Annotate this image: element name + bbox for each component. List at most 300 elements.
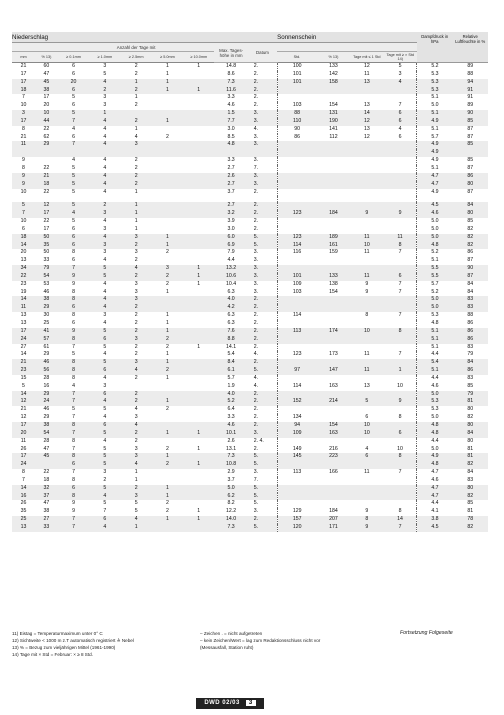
table-cell: 5 xyxy=(72,188,75,195)
table-cell: 2 xyxy=(152,273,183,281)
table-cell: 3 xyxy=(121,234,152,242)
table-cell: 171 xyxy=(317,524,350,532)
table-cell xyxy=(183,477,214,485)
table-cell xyxy=(152,422,183,430)
table-cell: 2 xyxy=(152,461,183,469)
table-cell: 2 xyxy=(134,63,138,69)
table-cell: 4 xyxy=(103,351,107,358)
table-cell: 13.2 xyxy=(214,265,247,273)
table-cell xyxy=(277,141,317,149)
table-row xyxy=(12,94,488,102)
table-cell: 4 xyxy=(121,422,152,430)
table-cell: 21 xyxy=(35,173,58,181)
table-cell: 7.3 xyxy=(214,79,247,87)
table-cell: 7 xyxy=(398,102,402,109)
table-cell: 4 xyxy=(89,493,120,501)
table-cell: 21 xyxy=(12,359,35,367)
table-cell: 87 xyxy=(467,133,474,140)
table-cell: 4. xyxy=(253,374,259,381)
table-cell: 2. xyxy=(253,94,259,101)
table-cell: 2. 4. xyxy=(253,437,264,444)
table-cell xyxy=(384,202,417,210)
table-cell xyxy=(277,202,317,210)
table-cell: 2. xyxy=(248,202,277,210)
table-cell xyxy=(35,461,58,469)
table-cell: 2 xyxy=(166,133,169,140)
table-cell xyxy=(277,296,317,304)
table-cell: 6.2 xyxy=(214,493,247,501)
table-cell: 90 xyxy=(277,126,317,134)
table-cell: 138 xyxy=(329,280,338,287)
table-cell xyxy=(317,336,350,344)
table-cell: 3. xyxy=(253,469,259,476)
table-cell: 8 xyxy=(72,312,75,319)
table-cell: 7.9 xyxy=(227,249,235,256)
table-cell: 214 xyxy=(317,398,350,406)
table-cell: 1 xyxy=(183,461,214,469)
table-row xyxy=(12,126,488,134)
table-cell: 5 xyxy=(89,273,120,281)
table-cell: 6.9 xyxy=(214,242,247,250)
table-cell xyxy=(317,87,350,95)
table-cell: 149 xyxy=(277,446,317,454)
table-cell xyxy=(183,94,214,102)
table-cell: 16 xyxy=(43,382,50,389)
table-cell xyxy=(183,110,214,118)
table-cell: 29 xyxy=(43,414,50,421)
table-cell: 7 xyxy=(58,118,89,126)
table-cell xyxy=(277,336,317,344)
table-row xyxy=(12,485,488,493)
table-cell: 1 xyxy=(197,445,201,452)
table-cell: 3. xyxy=(253,133,259,140)
table-cell: 22 xyxy=(43,469,50,476)
table-cell: 12 xyxy=(363,133,370,140)
table-cell: 7 xyxy=(58,391,89,399)
table-cell xyxy=(277,265,317,273)
table-cell: 161 xyxy=(317,242,350,250)
table-cell xyxy=(317,189,350,197)
table-cell: 5 xyxy=(72,164,75,171)
table-cell: 2 xyxy=(121,485,152,493)
table-cell xyxy=(384,304,417,312)
table-cell xyxy=(183,102,214,110)
table-cell xyxy=(277,344,317,352)
table-cell: 2. xyxy=(248,398,277,406)
table-cell: 11 xyxy=(364,469,370,476)
table-cell: 1 xyxy=(183,273,214,281)
table-cell: 82 xyxy=(452,493,488,501)
table-cell: 10.4 xyxy=(226,280,237,287)
table-cell: 166 xyxy=(329,469,338,476)
page-tag xyxy=(196,698,264,709)
table-cell: 8.6 xyxy=(227,70,235,77)
table-cell: 4.7 xyxy=(417,485,452,493)
table-row xyxy=(12,118,488,126)
table-cell: 87 xyxy=(467,188,474,195)
table-cell: 4.4 xyxy=(417,438,452,446)
table-cell xyxy=(350,181,383,189)
table-cell: 154 xyxy=(317,422,350,430)
table-cell: 10.6 xyxy=(214,273,247,281)
table-cell xyxy=(214,149,247,157)
table-cell xyxy=(350,87,383,95)
table-cell: 87 xyxy=(467,164,474,171)
table-cell: 5. xyxy=(253,500,259,507)
table-cell: 8 xyxy=(22,164,25,171)
table-cell: 13 xyxy=(363,382,370,389)
table-row xyxy=(12,234,488,242)
table-cell xyxy=(350,438,383,446)
table-cell xyxy=(183,453,214,461)
table-cell: 1 xyxy=(121,79,152,87)
table-cell: 7 xyxy=(22,476,25,483)
table-cell: 7 xyxy=(58,430,89,438)
table-cell: 5 xyxy=(12,202,35,210)
table-cell xyxy=(183,118,214,126)
table-cell: 5.1 xyxy=(417,344,452,352)
table-cell xyxy=(35,149,58,157)
table-cell: 34 xyxy=(12,265,35,273)
table-cell: 60 xyxy=(43,63,50,69)
table-cell: 14 xyxy=(12,391,35,399)
table-cell xyxy=(183,141,214,149)
table-cell: 1 xyxy=(183,430,214,438)
table-cell: 23 xyxy=(20,280,27,287)
table-cell: 5 xyxy=(72,94,75,101)
table-cell: 4 xyxy=(89,79,120,87)
table-cell xyxy=(183,249,214,257)
table-cell: 4.9 xyxy=(417,453,452,461)
table-cell: 82 xyxy=(452,242,488,250)
table-cell: 5 xyxy=(103,70,107,77)
table-cell: 2 xyxy=(134,351,138,358)
table-cell xyxy=(152,149,183,157)
table-row xyxy=(12,461,488,469)
table-cell: 2 xyxy=(134,157,138,164)
table-cell: 2. xyxy=(253,312,259,319)
table-cell xyxy=(317,493,350,501)
table-cell xyxy=(183,189,214,197)
table-cell: 8 xyxy=(58,336,89,344)
table-cell: 10 xyxy=(350,422,383,430)
table-cell: 17 xyxy=(12,118,35,126)
table-cell: 91 xyxy=(452,87,488,95)
table-row xyxy=(12,516,488,524)
table-cell: 8.4 xyxy=(214,359,247,367)
table-cell: 2. xyxy=(248,391,277,399)
table-row xyxy=(12,367,488,375)
table-cell: 120 xyxy=(277,524,317,532)
table-cell xyxy=(317,344,350,352)
table-cell: 80 xyxy=(467,437,474,444)
table-cell: 84 xyxy=(452,359,488,367)
symbol-note: – kein Zeichen/Wert = lag zum Redaktionsschluss nicht vor xyxy=(200,638,321,643)
table-cell: 84 xyxy=(467,280,474,287)
table-cell: 11 xyxy=(364,249,370,256)
table-cell: 2.6 xyxy=(227,437,235,444)
table-cell: 81 xyxy=(452,398,488,406)
table-cell xyxy=(384,493,417,501)
table-cell: 5.3 xyxy=(417,398,452,406)
table-cell: 87 xyxy=(452,273,488,281)
table-cell: 5.2 xyxy=(214,398,247,406)
table-cell: 4 xyxy=(103,164,107,171)
table-cell: 141 xyxy=(329,125,338,132)
table-cell: 6 xyxy=(58,87,89,95)
table-cell: 12 xyxy=(12,398,35,406)
table-cell: 85 xyxy=(452,141,488,149)
table-cell: 3 xyxy=(121,359,152,367)
table-cell xyxy=(317,226,350,234)
table-cell xyxy=(277,477,317,485)
table-cell xyxy=(152,296,183,304)
table-cell: 1 xyxy=(166,312,169,319)
table-cell xyxy=(384,359,417,367)
table-cell: 8 xyxy=(72,437,75,444)
table-cell: 189 xyxy=(317,234,350,242)
table-cell: 2 xyxy=(166,280,169,287)
table-cell: 24 xyxy=(35,398,58,406)
table-cell: 123 xyxy=(277,351,317,359)
table-cell: 2. xyxy=(253,343,259,350)
table-cell: 8 xyxy=(350,516,383,524)
table-cell xyxy=(183,320,214,328)
table-cell xyxy=(317,312,350,320)
table-cell: 7 xyxy=(384,524,417,532)
table-cell: 113 xyxy=(277,328,317,336)
table-cell xyxy=(183,524,214,532)
table-cell: 85 xyxy=(467,500,474,507)
table-cell: 5 xyxy=(58,181,89,189)
table-cell: 7 xyxy=(72,343,75,350)
table-cell: 9 xyxy=(22,157,25,164)
table-cell: 4 xyxy=(103,257,107,264)
table-cell: 1 xyxy=(134,225,138,232)
table-cell: 47 xyxy=(43,500,50,507)
table-cell: 2.6 xyxy=(214,173,247,181)
table-row xyxy=(12,173,488,181)
table-cell: 5 xyxy=(72,218,75,225)
table-cell xyxy=(350,173,383,181)
table-cell: 9 xyxy=(72,280,75,287)
table-cell: 78 xyxy=(452,516,488,524)
table-cell: 30 xyxy=(43,312,50,319)
table-cell: 6 xyxy=(72,133,75,140)
table-cell xyxy=(152,524,183,532)
table-cell: 8 xyxy=(365,312,369,319)
table-cell xyxy=(384,344,417,352)
table-cell: 24 xyxy=(12,336,35,344)
table-cell: 4.7 xyxy=(417,493,452,501)
table-cell: 4 xyxy=(89,173,120,181)
table-cell: 8 xyxy=(58,453,89,461)
table-row xyxy=(12,87,488,95)
table-cell: 14.8 xyxy=(226,63,237,69)
table-cell: 9 xyxy=(58,273,89,281)
table-cell: 44 xyxy=(35,118,58,126)
table-cell: 83 xyxy=(467,343,474,350)
table-cell xyxy=(183,485,214,493)
table-cell: 14 xyxy=(12,485,35,493)
table-cell: 8 xyxy=(58,359,89,367)
table-cell: 6 xyxy=(365,414,369,421)
table-cell: 6 xyxy=(89,516,120,524)
table-cell: 163 xyxy=(329,382,338,389)
table-cell: 1 xyxy=(197,63,201,69)
table-cell xyxy=(350,218,383,226)
table-cell: 3. xyxy=(248,265,277,273)
table-cell xyxy=(317,265,350,273)
table-cell: 81 xyxy=(452,453,488,461)
table-cell: 4 xyxy=(398,125,402,132)
table-cell: 5. xyxy=(248,234,277,242)
table-cell: 2. xyxy=(248,210,277,218)
table-cell xyxy=(277,500,317,508)
table-cell: 4.5 xyxy=(417,202,452,210)
table-cell: 4.7 xyxy=(417,173,452,181)
table-cell xyxy=(350,493,383,501)
table-cell: 123 xyxy=(277,234,317,242)
table-cell xyxy=(317,296,350,304)
table-cell: 3. xyxy=(253,508,259,515)
table-cell: 3. xyxy=(253,157,259,164)
table-cell xyxy=(350,336,383,344)
table-row xyxy=(12,181,488,189)
table-cell: 1 xyxy=(121,524,152,532)
table-cell: 3. xyxy=(248,118,277,126)
table-row xyxy=(12,344,488,352)
table-cell xyxy=(12,149,35,157)
table-cell xyxy=(183,210,214,218)
table-cell: 82 xyxy=(452,461,488,469)
table-cell: 13 xyxy=(363,125,370,132)
table-row xyxy=(12,304,488,312)
table-cell: 27 xyxy=(35,516,58,524)
table-cell: 173 xyxy=(329,351,338,358)
table-cell xyxy=(384,218,417,226)
table-cell: 8.2 xyxy=(227,500,235,507)
table-cell: 9 xyxy=(72,500,75,507)
table-cell xyxy=(183,181,214,189)
table-cell xyxy=(277,165,317,173)
table-cell xyxy=(183,126,214,134)
table-cell: 3. xyxy=(253,257,259,264)
table-cell xyxy=(183,202,214,210)
table-cell: 2 xyxy=(134,374,138,381)
page-number: 3 xyxy=(246,700,256,706)
table-cell: 4 xyxy=(58,210,89,218)
table-cell xyxy=(384,422,417,430)
table-cell: 5.1 xyxy=(417,257,452,265)
table-cell: 3 xyxy=(121,141,152,149)
table-cell xyxy=(384,141,417,149)
table-cell: 7.3 xyxy=(214,453,247,461)
table-cell: 2 xyxy=(166,406,169,413)
table-cell: 84 xyxy=(467,288,474,295)
table-row xyxy=(12,149,488,157)
table-cell: 4.8 xyxy=(417,430,452,438)
table-cell: 1 xyxy=(166,320,169,326)
table-cell xyxy=(317,320,350,328)
table-cell xyxy=(384,485,417,493)
col-header: Tage mit ≤ 1 Std xyxy=(350,52,383,63)
table-row xyxy=(12,391,488,399)
table-cell: 5.7 xyxy=(417,134,452,142)
table-cell: 6 xyxy=(72,70,75,77)
table-cell: 3.7 xyxy=(227,476,235,483)
table-cell: 14 xyxy=(384,516,417,524)
table-cell: 11 xyxy=(384,234,417,242)
table-cell xyxy=(384,181,417,189)
table-cell xyxy=(350,461,383,469)
table-cell: 5 xyxy=(72,406,75,413)
table-cell: 85 xyxy=(467,157,474,164)
table-cell: 3 xyxy=(121,453,152,461)
table-cell xyxy=(384,226,417,234)
table-cell xyxy=(183,149,214,157)
table-row xyxy=(12,296,488,304)
table-cell: 8.5 xyxy=(227,133,235,140)
table-cell xyxy=(277,157,317,165)
table-cell: 5. xyxy=(248,453,277,461)
climate-data-table xyxy=(12,32,488,532)
table-cell xyxy=(384,257,417,265)
table-row xyxy=(12,493,488,501)
table-cell: 2. xyxy=(253,188,259,195)
table-cell: 5 xyxy=(89,453,120,461)
table-cell: 5.0 xyxy=(417,226,452,234)
table-cell xyxy=(183,500,214,508)
table-cell: 3 xyxy=(152,265,183,273)
table-cell xyxy=(152,181,183,189)
table-cell: 5 xyxy=(58,110,89,118)
table-cell: 4.6 xyxy=(417,477,452,485)
table-cell xyxy=(317,485,350,493)
table-cell: 11 xyxy=(350,367,383,375)
table-cell: 6 xyxy=(89,367,120,375)
table-cell xyxy=(121,110,152,118)
table-cell: 8 xyxy=(72,249,75,256)
table-cell xyxy=(152,110,183,118)
table-cell xyxy=(317,375,350,383)
table-cell: 87 xyxy=(467,257,474,264)
table-cell: 22 xyxy=(43,218,50,225)
table-cell: 4 xyxy=(103,414,107,421)
table-cell: 2. xyxy=(248,359,277,367)
table-cell: 4 xyxy=(89,234,120,242)
table-cell xyxy=(277,189,317,197)
table-cell: 7 xyxy=(72,445,75,452)
table-cell: 3.7 xyxy=(227,188,235,195)
table-cell: 10 xyxy=(350,430,383,438)
table-cell: 3.3 xyxy=(227,414,235,421)
table-cell: 4.9 xyxy=(417,149,452,157)
table-cell: 1 xyxy=(166,351,169,358)
table-cell: 6.3 xyxy=(227,312,235,319)
table-cell: 87 xyxy=(467,125,474,132)
table-cell: 8 xyxy=(58,493,89,501)
table-cell: 11 xyxy=(12,141,35,149)
table-cell: 7 xyxy=(398,288,402,295)
table-cell: 7 xyxy=(72,414,75,421)
table-cell: 154 xyxy=(329,102,338,109)
table-cell: 9 xyxy=(350,210,383,218)
table-cell xyxy=(183,134,214,142)
table-cell: 6 xyxy=(384,110,417,118)
table-cell: 145 xyxy=(277,453,317,461)
table-cell: 15 xyxy=(20,374,27,381)
